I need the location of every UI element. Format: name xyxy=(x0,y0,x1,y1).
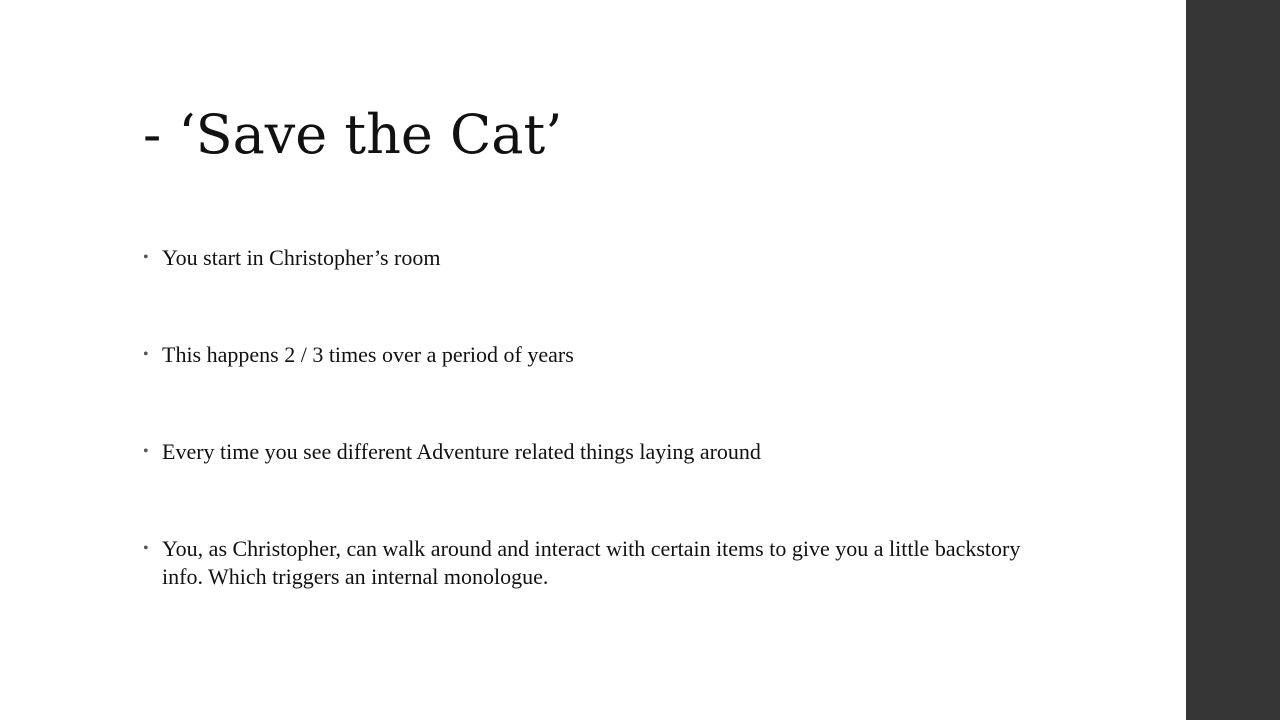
bullet-item xyxy=(143,244,1043,272)
bullet-list xyxy=(143,244,1043,591)
bullet-item xyxy=(143,438,1043,466)
bullet-item xyxy=(143,341,1043,369)
bullet-text: This happens 2 / 3 times over a period of years xyxy=(162,342,574,367)
bullet-text: You, as Christopher, can walk around and interact with certain items to give you a little backstory info. Which triggers an internal monologue. xyxy=(162,536,1021,589)
bullet-dot-icon: • xyxy=(143,540,149,557)
bullet-dot-icon: • xyxy=(143,346,149,363)
bullet-text: You start in Christopher’s room xyxy=(162,245,441,270)
slide-title: - ‘Save the Cat’ xyxy=(143,103,563,166)
bullet-item xyxy=(143,535,1043,591)
side-accent-bar xyxy=(1186,0,1280,720)
bullet-dot-icon: • xyxy=(143,249,149,266)
bullet-text: Every time you see different Adventure related things laying around xyxy=(162,439,761,464)
bullet-dot-icon: • xyxy=(143,443,149,460)
